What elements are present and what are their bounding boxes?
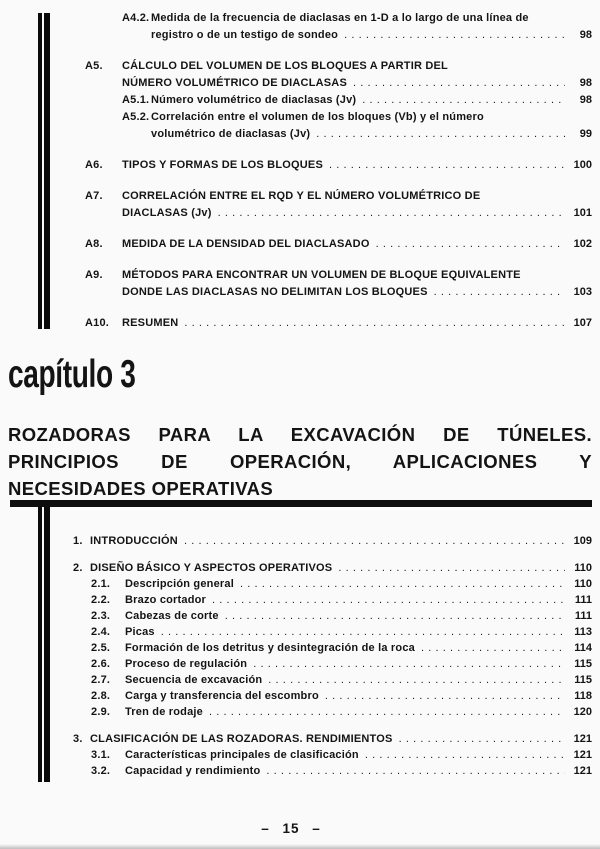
toc-entry-line <box>73 688 592 704</box>
toc-page-number: 115 <box>574 658 592 670</box>
toc-entry-line <box>85 205 592 222</box>
dot-leader <box>240 576 565 592</box>
chapter-title-line: PRINCIPIOS DE OPERACIÓN, APLICACIONES Y <box>8 451 592 472</box>
chapter-title-line: ROZADORAS PARA LA EXCAVACIÓN DE TÚNELES. <box>8 424 592 445</box>
toc-page-number: 113 <box>574 626 592 638</box>
toc-entry-line <box>85 284 592 301</box>
toc-entry-number: 2.5. <box>91 642 111 654</box>
toc-page-number: 109 <box>573 535 592 547</box>
toc-page-number: 111 <box>574 610 592 622</box>
dot-leader <box>421 640 565 656</box>
toc-entry-line <box>73 560 592 576</box>
toc-entry-line <box>73 656 592 672</box>
toc-entry-number: A7. <box>85 190 103 202</box>
toc-entry-number: 2.6. <box>91 658 111 670</box>
toc-entry-text: Número volumétrico de diaclasas (Jv) <box>151 94 357 106</box>
toc-page-number: 98 <box>579 29 592 41</box>
toc-entry-text: RESUMEN <box>122 317 179 329</box>
chapter-title <box>8 421 592 502</box>
dot-leader <box>344 27 565 44</box>
toc-entry-line <box>85 58 592 75</box>
toc-entry-line <box>85 188 592 205</box>
dot-leader <box>316 126 565 143</box>
toc-entry-line <box>73 672 592 688</box>
toc-entry-text: Medida de la frecuencia de diaclasas en 1-D a lo largo de una línea de <box>151 12 529 24</box>
toc-page-number: 110 <box>574 562 592 574</box>
toc-entry-number: 2. <box>73 562 83 574</box>
dot-leader <box>266 763 565 779</box>
dot-leader <box>365 747 565 763</box>
toc-entry-text: TIPOS Y FORMAS DE LOS BLOQUES <box>122 159 323 171</box>
footer-page-number: – 15 – <box>261 821 321 836</box>
toc-entry-line <box>73 533 592 549</box>
toc-entry-line <box>85 267 592 284</box>
toc-page-number: 102 <box>573 238 592 250</box>
toc-page-number: 99 <box>579 128 592 140</box>
toc-entry-line <box>73 624 592 640</box>
toc-page-number: 107 <box>573 317 592 329</box>
toc-entry-number: 2.2. <box>91 594 111 606</box>
toc-page-number: 111 <box>574 594 592 606</box>
toc-entry-number: A5.1. <box>122 94 150 106</box>
toc-entry-text: CÁLCULO DEL VOLUMEN DE LOS BLOQUES A PARTIR DEL <box>122 60 448 72</box>
dot-leader <box>212 592 565 608</box>
toc-page-number: 114 <box>574 642 592 654</box>
dot-leader <box>218 205 565 222</box>
toc-entry-text: CORRELACIÓN ENTRE EL RQD Y EL NÚMERO VOLUMÉTRICO DE <box>122 190 481 202</box>
toc-page-number: 103 <box>573 286 592 298</box>
scan-edge-artifact <box>0 844 600 849</box>
binding-bar-top-thin <box>38 13 42 329</box>
dot-leader <box>362 92 565 109</box>
toc-entry-text: volumétrico de diaclasas (Jv) <box>151 128 311 140</box>
toc-entry-number: A8. <box>85 238 103 250</box>
toc-entry-number: A9. <box>85 269 103 281</box>
toc-page-number: 100 <box>573 159 592 171</box>
dot-leader <box>376 236 565 253</box>
binding-bar-top-thick <box>44 13 50 329</box>
toc-entry-text: Descripción general <box>125 578 234 590</box>
toc-entry-line <box>85 157 592 174</box>
toc-entry-text: Formación de los detritus y desintegración de la roca <box>125 642 415 654</box>
toc-entry-number: 2.8. <box>91 690 111 702</box>
toc-entry-text: Cabezas de corte <box>125 610 219 622</box>
dot-leader <box>184 533 565 549</box>
binding-bar-bottom-thick <box>44 501 50 782</box>
toc-page-number: 120 <box>573 706 592 718</box>
dot-leader <box>399 731 565 747</box>
toc-entry-text: INTRODUCCIÓN <box>90 535 178 547</box>
appendix-toc-list <box>85 10 592 332</box>
toc-entry-line <box>73 608 592 624</box>
toc-entry-text: registro o de un testigo de sondeo <box>151 29 339 41</box>
toc-entry-line <box>85 75 592 92</box>
chapter-heading: capítulo 3 <box>8 353 136 396</box>
toc-entry-number: A10. <box>85 317 110 329</box>
toc-page-number: 98 <box>579 94 592 106</box>
dot-leader <box>184 315 565 332</box>
toc-page-number: 118 <box>574 690 592 702</box>
toc-entry-text: Características principales de clasificación <box>125 749 359 761</box>
toc-entry-text: DONDE LAS DIACLASAS NO DELIMITAN LOS BLOQUES <box>122 286 428 298</box>
toc-entry-line <box>85 109 592 126</box>
toc-entry-line <box>85 236 592 253</box>
toc-entry-number: 3.1. <box>91 749 111 761</box>
dot-leader <box>338 560 565 576</box>
toc-entry-text: Picas <box>125 626 155 638</box>
toc-entry-text: Proceso de regulación <box>125 658 248 670</box>
toc-entry-text: Tren de rodaje <box>125 706 203 718</box>
toc-entry-text: Carga y transferencia del escombro <box>125 690 319 702</box>
toc-entry-line <box>73 747 592 763</box>
toc-entry-number: 2.9. <box>91 706 111 718</box>
toc-page-number: 101 <box>573 207 592 219</box>
toc-entry-line <box>73 576 592 592</box>
section-divider-rule <box>10 500 592 507</box>
toc-entry-text: MEDIDA DE LA DENSIDAD DEL DIACLASADO <box>122 238 370 250</box>
toc-entry-text: Secuencia de excavación <box>125 674 263 686</box>
binding-bar-bottom-thin <box>38 501 42 782</box>
dot-leader <box>253 656 565 672</box>
toc-entry-line <box>85 126 592 143</box>
dot-leader <box>325 688 565 704</box>
toc-page-number: 121 <box>573 765 592 777</box>
toc-entry-number: A5.2. <box>122 111 150 123</box>
dot-leader <box>225 608 565 624</box>
toc-entry-number: 1. <box>73 535 83 547</box>
toc-page-number: 110 <box>574 578 592 590</box>
toc-entry-line <box>73 731 592 747</box>
toc-page-number: 121 <box>573 749 592 761</box>
chapter-title-line: NECESIDADES OPERATIVAS <box>8 478 274 499</box>
toc-entry-text: MÉTODOS PARA ENCONTRAR UN VOLUMEN DE BLOQUE EQUIVALENTE <box>122 269 521 281</box>
toc-entry-text: NÚMERO VOLUMÉTRICO DE DIACLASAS <box>122 77 347 89</box>
toc-entry-line <box>85 92 592 109</box>
toc-entry-text: Correlación entre el volumen de los bloques (Vb) y el número <box>151 111 484 123</box>
toc-entry-number: 2.7. <box>91 674 111 686</box>
toc-entry-number: 2.3. <box>91 610 111 622</box>
toc-entry-text: DISEÑO BÁSICO Y ASPECTOS OPERATIVOS <box>90 562 333 574</box>
toc-page-number: 98 <box>579 77 592 89</box>
dot-leader <box>353 75 565 92</box>
dot-leader <box>268 672 565 688</box>
toc-entry-number: A4.2. <box>122 12 150 24</box>
toc-entry-number: A6. <box>85 159 103 171</box>
toc-entry-line <box>73 592 592 608</box>
toc-page-number: 121 <box>573 733 592 745</box>
dot-leader <box>434 284 565 301</box>
toc-entry-number: 3.2. <box>91 765 111 777</box>
toc-entry-line <box>85 10 592 27</box>
toc-entry-text: DIACLASAS (Jv) <box>122 207 212 219</box>
toc-entry-line <box>73 704 592 720</box>
toc-entry-number: 2.4. <box>91 626 111 638</box>
toc-entry-text: CLASIFICACIÓN DE LAS ROZADORAS. RENDIMIENTOS <box>90 733 393 745</box>
toc-entry-text: Brazo cortador <box>125 594 207 606</box>
chapter-toc-list <box>73 533 592 779</box>
dot-leader <box>329 157 565 174</box>
toc-page-number: 115 <box>574 674 592 686</box>
toc-entry-number: 3. <box>73 733 83 745</box>
toc-entry-number: 2.1. <box>91 578 111 590</box>
toc-entry-line <box>85 27 592 44</box>
dot-leader <box>161 624 565 640</box>
dot-leader <box>209 704 565 720</box>
toc-entry-line <box>73 640 592 656</box>
toc-entry-line <box>73 763 592 779</box>
toc-entry-number: A5. <box>85 60 103 72</box>
toc-entry-text: Capacidad y rendimiento <box>125 765 261 777</box>
toc-entry-line <box>85 315 592 332</box>
